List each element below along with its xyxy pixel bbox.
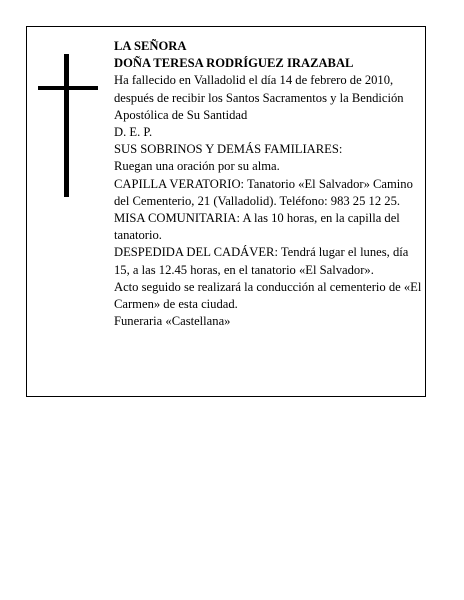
prayer-request-text: Ruegan una oración por su alma. xyxy=(114,159,280,174)
deceased-name: DOÑA TERESA RODRÍGUEZ IRAZABAL xyxy=(114,56,354,71)
cross-vertical-bar xyxy=(64,54,69,197)
obituary-heading: LA SEÑORA xyxy=(114,39,187,53)
mass-text: MISA COMUNITARIA: A las 10 horas, en la capilla del tanatorio. xyxy=(114,211,400,243)
burial-text: Acto seguido se realizará la conducción al cementerio de «El Carmen» de esta ciudad. xyxy=(114,279,422,312)
farewell-text: DESPEDIDA DEL CADÁVER: Tendrá lugar el lunes, día 15, a las 12.45 horas, en el tanatorio «El Salvador». xyxy=(114,245,409,277)
chapel-text: CAPILLA VERATORIO: Tanatorio «El Salvador» Camino del Cementerio, 21 (Valladolid). Teléfono: 983 25 12 25. xyxy=(114,176,413,208)
obituary-text xyxy=(114,38,424,330)
passed-away-text: Ha fallecido en Valladolid el día 14 de febrero de 2010, después de recibir los Santos Sacramentos y la Bendición Apostólica de Su Santidad xyxy=(114,73,404,122)
cross-icon xyxy=(38,54,98,197)
rip-text: D. E. P. xyxy=(114,125,153,140)
cross-horizontal-bar xyxy=(38,86,98,90)
family-text: SUS SOBRINOS Y DEMÁS FAMILIARES: xyxy=(114,142,343,157)
funeral-home-text: Funeraria «Castellana» xyxy=(114,314,231,329)
